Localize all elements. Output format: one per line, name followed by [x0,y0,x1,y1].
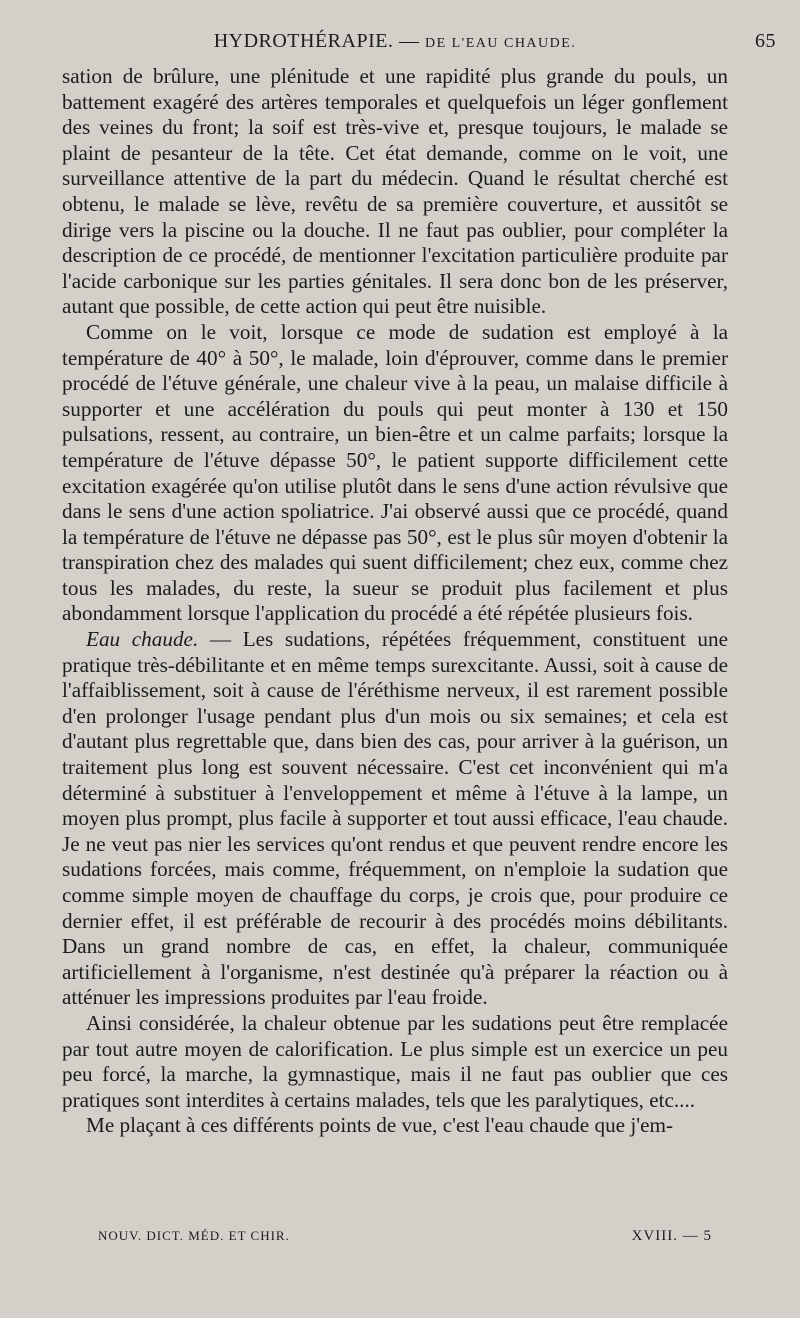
running-head-title: HYDROTHÉRAPIE. [213,30,394,52]
paragraph-4: Ainsi considérée, la chaleur obtenue par les sudations peut être remplacée par tout autre moyen de calorification. Le plus simple est un exercice un peu peu forcé, la marche, la gymnastique, mais il ne faut pas oublier que ces pratiques sont interdites à certains malades, tels que les paralytiques, etc.... [62,1010,728,1112]
paragraph-1: sation de brûlure, une plénitude et une rapidité plus grande du pouls, un battement exagéré des artères temporales et quelquefois un léger gonflement des veines du front; la soif est très-vive et, presque toujours, le malade se plaint de pesanteur de la tête. Cet état demande, comme on le voit, une surveillance attentive de la part du médecin. Quand le résultat cherché est obtenu, le malade se lève, revêtu de sa première couverture, et aussitôt se dirige vers la piscine ou la douche. Il ne faut pas oublier, pour compléter la description de ce procédé, de mentionner l'excitation particulière produite par l'acide carbonique sur les parties génitales. Il sera donc bon de les préserver, autant que possible, de cette action qui peut être nuisible. [62,64,728,319]
running-head-subtitle: DE L'EAU CHAUDE. [424,36,577,51]
paragraph-3-text: — Les sudations, répétées fréquemment, constituent une pratique très-débilitante et en même temps surexcitante. Aussi, soit à cause de l'affaiblissement, soit à cause de l'éréthisme nerveux, il est rarement possible d'en prolonger l'usage pendant plus d'un mois ou six semaines; et cela est d'autant plus regrettable que, dans bien des cas, pour arriver à la guérison, un traitement plus long est souvent nécessaire. C'est cet inconvénient qui m'a déterminé à substituer à l'enveloppement et même à l'étuve à la lampe, un moyen plus prompt, plus facile à supporter et tout aussi efficace, l'eau chaude. Je ne veut pas nier les services qu'ont rendus et que peuvent rendre encore les sudations forcées, mais comme, fréquemment, on n'emploie la sudation que comme simple moyen de chauffage du corps, je crois que, pour produire ce dernier effet, il est préférable de recourir à des procédés moins débilitants. Dans un grand nombre de cas, en effet, la chaleur, communiquée artificiellement à l'organisme, n'est destinée qu'à préparer la réaction ou à atténuer les impressions produites par l'eau froide. [62,627,728,1010]
paragraph-5: Me plaçant à ces différents points de vue, c'est l'eau chaude que j'em- [86,1113,674,1138]
page-footer [98,1228,712,1245]
page-number: 65 [755,30,776,52]
paragraph-3 [62,627,728,1011]
running-head [62,30,776,58]
paragraph-2: Comme on le voit, lorsque ce mode de sudation est employé à la température de 40° à 50°, le malade, loin d'éprouver, comme dans le premier procédé de l'étuve générale, une chaleur vive à la peau, un malaise difficile à supporter et une accélération du pouls qui peut monter à 130 et 150 pulsations, ressent, au contraire, un bien-être et un calme parfaits; lorsque la température de l'étuve dépasse 50°, le patient supporte difficilement cette excitation exagérée qu'on utilise plutôt dans le sens d'une action révulsive que dans le sens d'une action spoliatrice. J'ai observé aussi que ce procédé, quand la température de l'étuve ne dépasse pas 50°, est le plus sûr moyen d'obtenir la transpiration chez des malades qui suent difficilement; chez eux, comme chez tous les malades, du reste, la sueur se produit plus facilement et plus abondamment lorsque l'application du procédé a été répétée plusieurs fois. [62,319,728,626]
body-text [62,64,728,1139]
section-lead-eau-chaude: Eau chaude. [86,627,199,652]
running-head-dash: — [393,30,425,52]
footer-publication: NOUV. DICT. MÉD. ET CHIR. [98,1228,290,1243]
footer-signature: XVIII. — 5 [631,1228,712,1244]
